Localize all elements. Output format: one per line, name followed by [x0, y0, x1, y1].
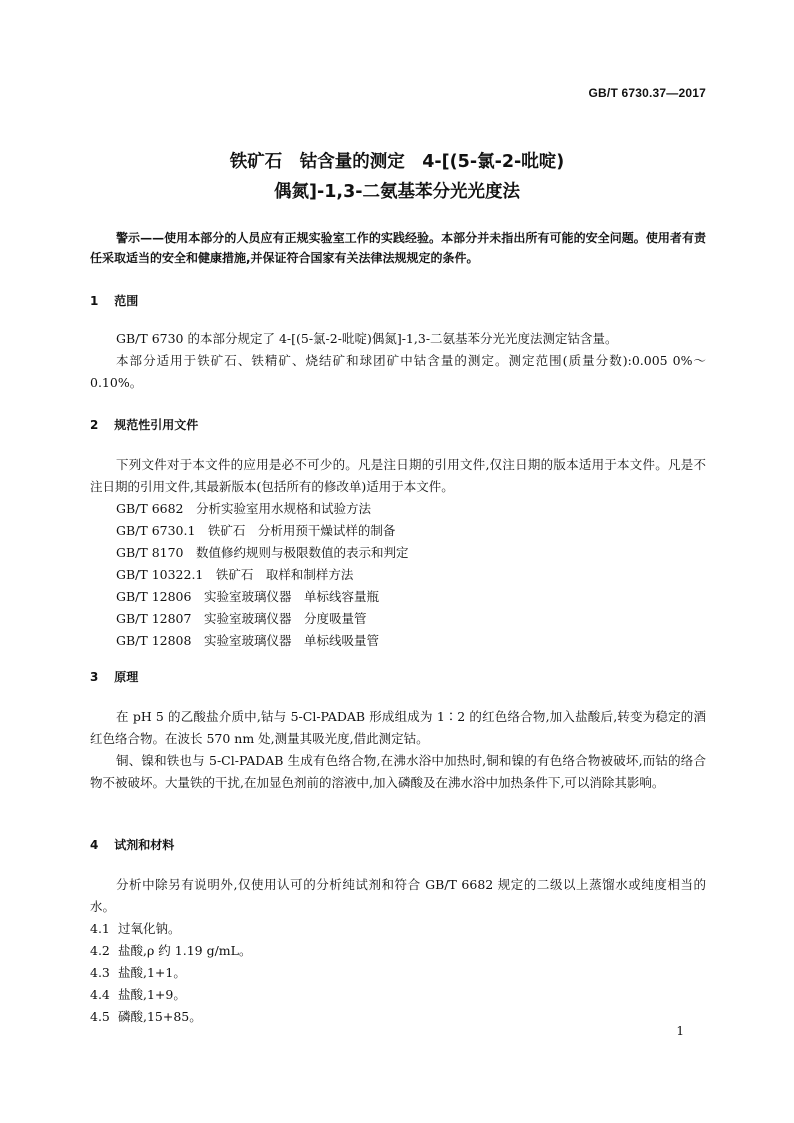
- reagent-item: [90, 940, 706, 962]
- paragraph: 铜、镍和铁也与 5-Cl-PADAB 生成有色络合物,在沸水浴中加热时,铜和镍的有色络合物被破坏,而钴的络合物不被破坏。大量铁的干扰,在加显色剂前的溶液中,加入磷酸及在沸水浴中加热条件下,可以消除其影响。: [90, 753, 706, 790]
- paragraph: 在 pH 5 的乙酸盐介质中,钴与 5-Cl-PADAB 形成组成为 1∶2 的红色络合物,加入盐酸后,转变为稳定的酒红色络合物。在波长 570 nm 处,测量其吸光度,借此测定钴。: [90, 709, 706, 746]
- reference-item: GB/T 6730.1 铁矿石 分析用预干燥试样的制备: [116, 523, 396, 538]
- paragraph: 分析中除另有说明外,仅使用认可的分析纯试剂和符合 GB/T 6682 规定的二级以上蒸馏水或纯度相当的水。: [90, 877, 706, 914]
- reference-item: GB/T 12808 实验室玻璃仪器 单标线吸量管: [116, 633, 379, 648]
- paragraph: GB/T 6730 的本部分规定了 4-[(5-氯-2-吡啶)偶氮]-1,3-二氨基苯分光光度法测定钴含量。: [116, 331, 618, 346]
- reagent-item: [90, 918, 706, 940]
- section-title: 试剂和材料: [114, 838, 175, 852]
- section-number: 3: [90, 670, 99, 684]
- standard-code: GB/T 6730.37—2017: [588, 86, 706, 100]
- section-title: 范围: [114, 294, 139, 308]
- reagent-item: [90, 984, 706, 1006]
- reference-item: GB/T 10322.1 铁矿石 取样和制样方法: [116, 567, 354, 582]
- section-2-body: [90, 454, 706, 652]
- reference-item: GB/T 12806 实验室玻璃仪器 单标线容量瓶: [116, 589, 379, 604]
- document-title: [0, 147, 794, 207]
- item-number: 4.3: [90, 965, 110, 980]
- section-number: 2: [90, 418, 99, 432]
- reference-item: GB/T 8170 数值修约规则与极限数值的表示和判定: [116, 545, 409, 560]
- reference-item: GB/T 12807 实验室玻璃仪器 分度吸量管: [116, 611, 367, 626]
- item-number: 4.5: [90, 1009, 110, 1024]
- section-title: 原理: [114, 670, 139, 684]
- title-line-1: 铁矿石 钴含量的测定 4-[(5-氯-2-吡啶): [229, 152, 565, 172]
- section-4-heading: [90, 836, 174, 853]
- section-1-heading: [90, 292, 138, 309]
- safety-warning: 警示——使用本部分的人员应有正规实验室工作的实践经验。本部分并未指出所有可能的安全问题。使用者有责任采取适当的安全和健康措施,并保证符合国家有关法律法规规定的条件。: [90, 231, 706, 265]
- item-number: 4.2: [90, 943, 110, 958]
- page-number: 1: [676, 1024, 684, 1038]
- section-3-heading: [90, 668, 138, 685]
- section-3-body: [90, 706, 706, 794]
- item-text: 盐酸,ρ 约 1.19 g/mL。: [118, 943, 252, 958]
- item-text: 盐酸,1+1。: [118, 965, 186, 980]
- title-line-2: 偶氮]-1,3-二氨基苯分光光度法: [273, 182, 521, 202]
- reference-item: GB/T 6682 分析实验室用水规格和试验方法: [116, 501, 372, 516]
- section-2-heading: [90, 416, 198, 433]
- section-1-body: [90, 328, 706, 394]
- item-number: 4.1: [90, 921, 110, 936]
- section-number: 1: [90, 294, 99, 308]
- item-text: 过氧化钠。: [118, 921, 181, 936]
- reagent-item: [90, 1006, 706, 1028]
- section-number: 4: [90, 838, 99, 852]
- item-text: 盐酸,1+9。: [118, 987, 186, 1002]
- section-title: 规范性引用文件: [114, 418, 199, 432]
- paragraph: 本部分适用于铁矿石、铁精矿、烧结矿和球团矿中钴含量的测定。测定范围(质量分数):0.005 0%～0.10%。: [90, 353, 706, 390]
- item-number: 4.4: [90, 987, 110, 1002]
- reagent-item: [90, 962, 706, 984]
- section-4-body: [90, 874, 706, 1028]
- paragraph: 下列文件对于本文件的应用是必不可少的。凡是注日期的引用文件,仅注日期的版本适用于本文件。凡是不注日期的引用文件,其最新版本(包括所有的修改单)适用于本文件。: [90, 457, 706, 494]
- item-text: 磷酸,15+85。: [118, 1009, 202, 1024]
